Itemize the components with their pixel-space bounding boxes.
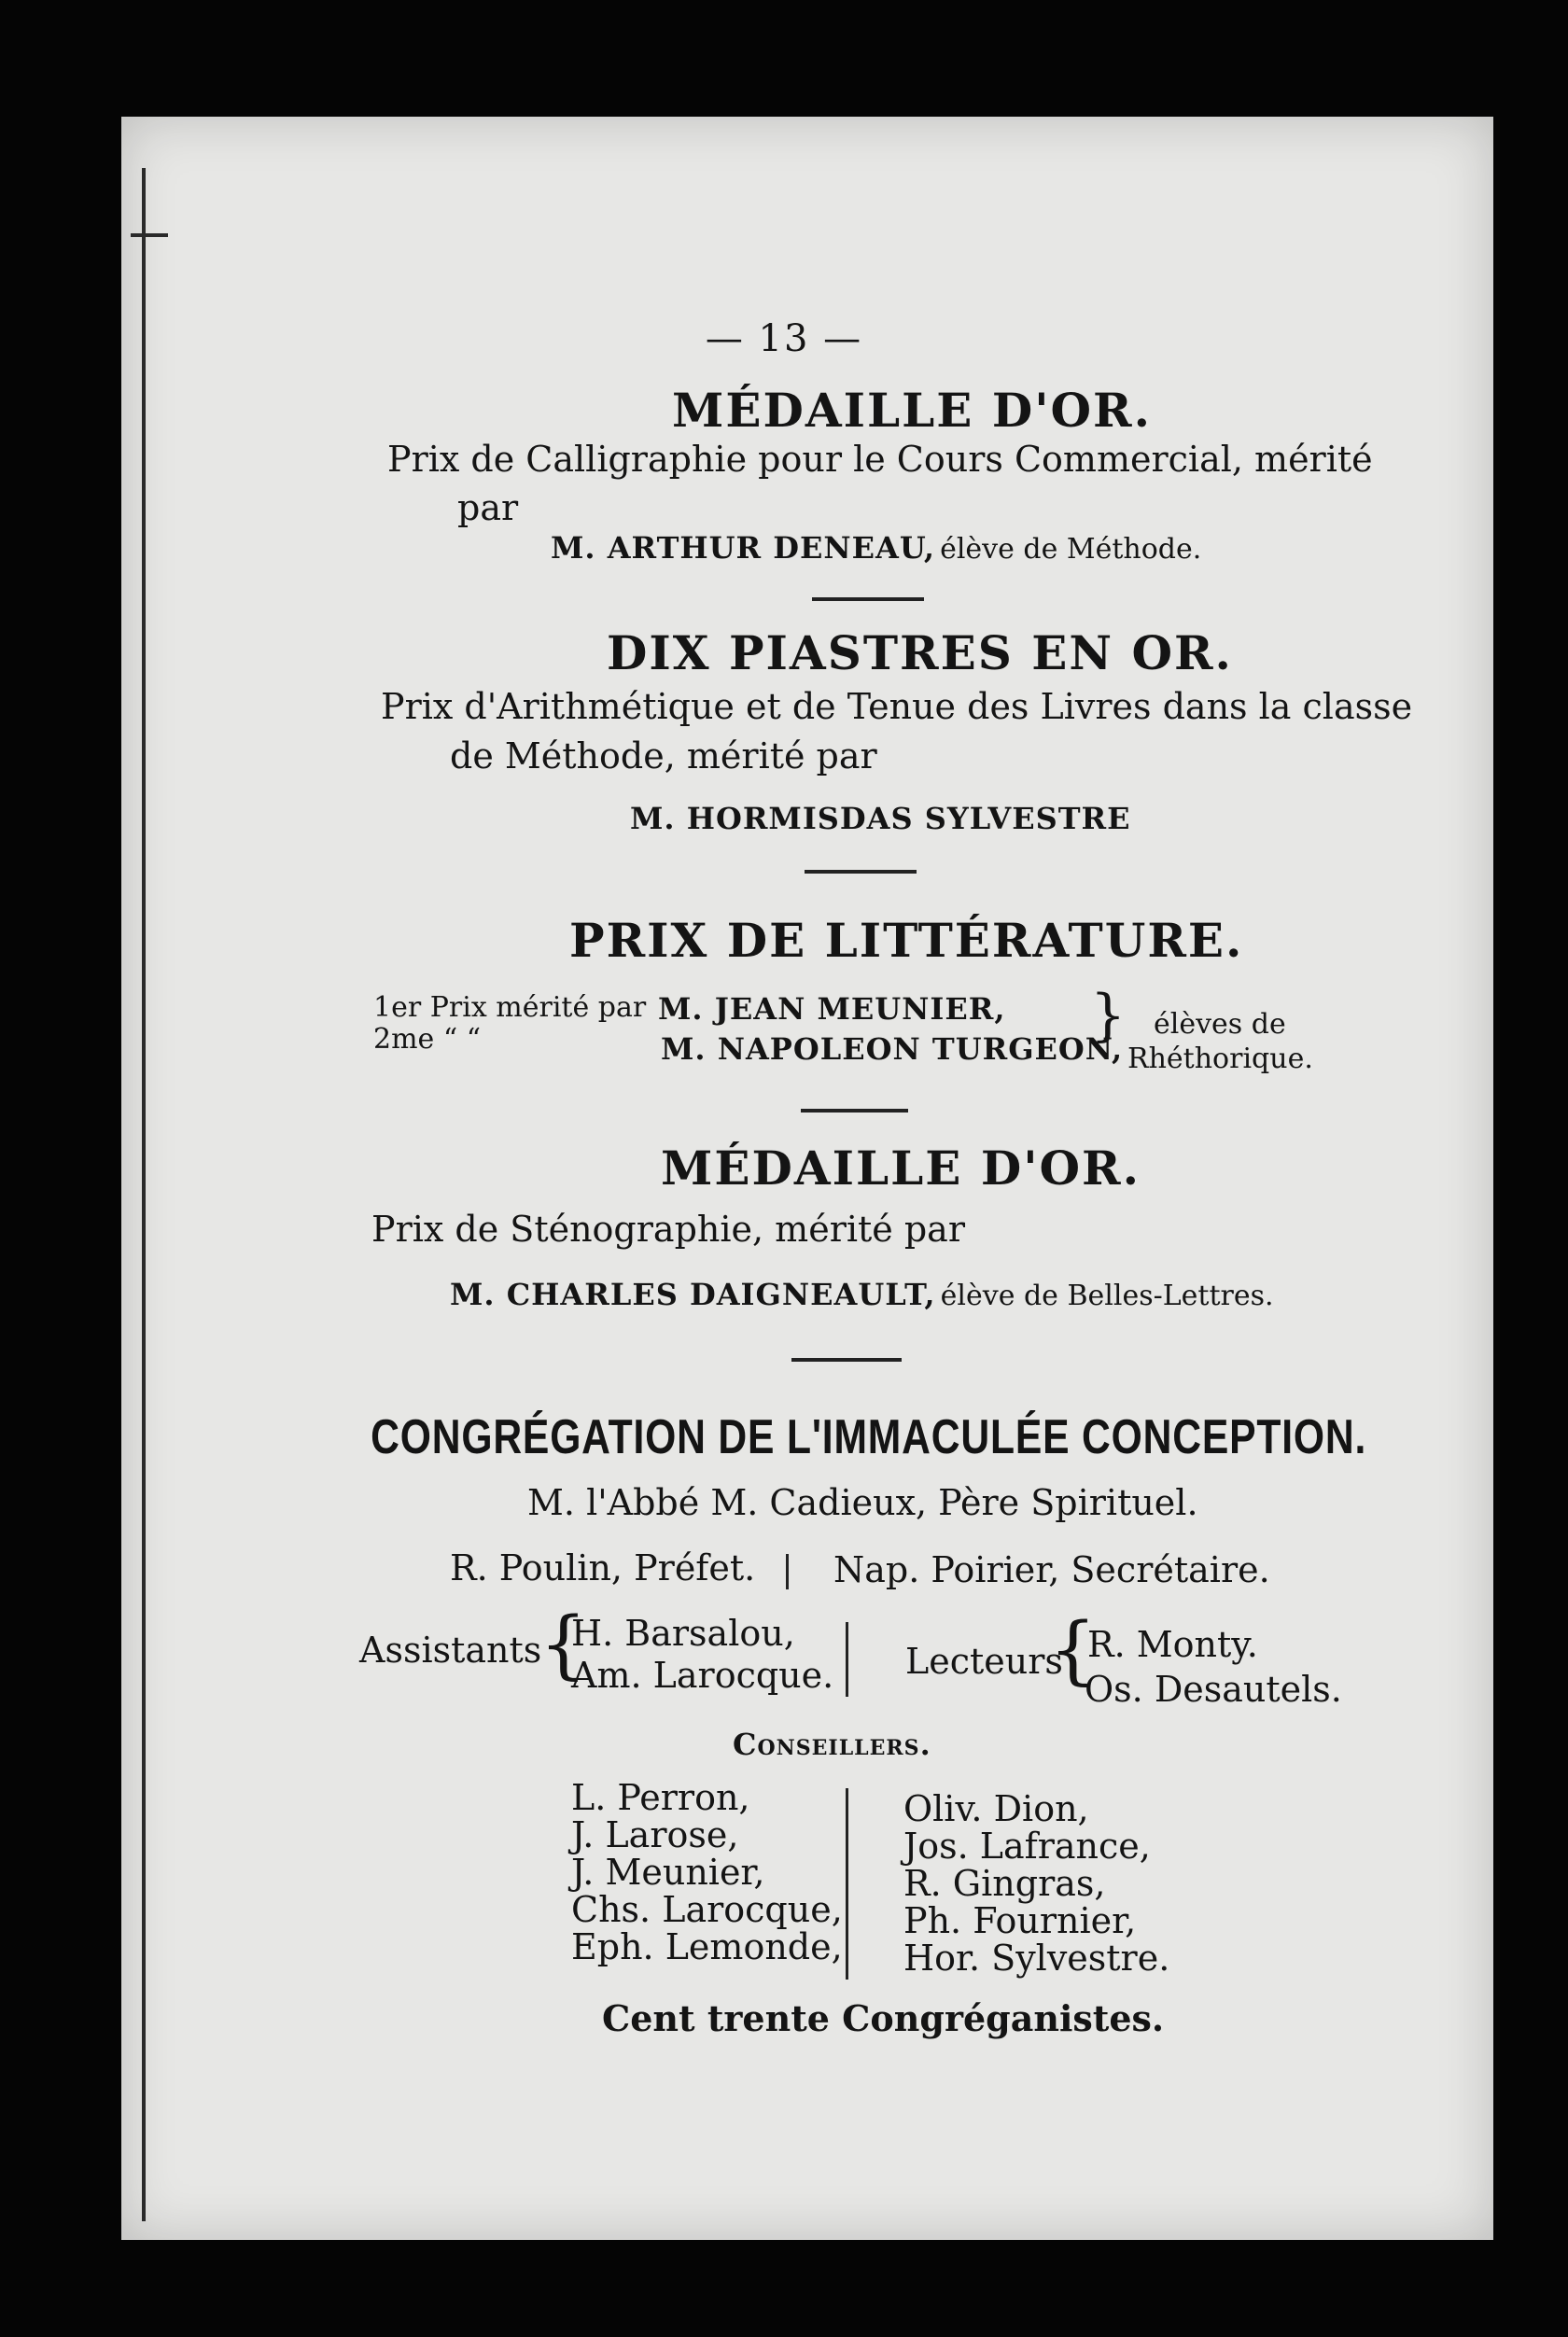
spiritual-father: M. l'Abbé M. Cadieux, Père Spirituel. xyxy=(527,1482,1198,1523)
separator-bar xyxy=(786,1554,789,1589)
prize-row-2-prefix: 2me “ “ xyxy=(373,1023,482,1056)
conseiller: Eph. Lemonde, xyxy=(571,1926,843,1967)
section-4-winner-class: élève de Belles-Lettres. xyxy=(940,1280,1274,1312)
secretary: Nap. Poirier, Secrétaire. xyxy=(833,1549,1270,1590)
separator-bar xyxy=(846,1622,848,1697)
assistant-2: Am. Larocque. xyxy=(571,1655,834,1696)
conseillers-label: Conseillers. xyxy=(733,1727,931,1762)
conseiller: Chs. Larocque, xyxy=(571,1889,843,1930)
section-4-heading: MÉDAILLE D'OR. xyxy=(661,1141,1141,1196)
section-divider xyxy=(791,1358,902,1362)
assistant-1: H. Barsalou, xyxy=(571,1613,795,1654)
brace-icon: } xyxy=(1090,983,1127,1048)
section-4-winner-name: M. CHARLES DAIGNEAULT, xyxy=(450,1277,936,1312)
separator-bar xyxy=(846,1788,848,1980)
lecteur-2: Os. Desautels. xyxy=(1085,1669,1342,1710)
prize-class-line2: Rhéthorique. xyxy=(1127,1043,1313,1075)
congregation-heading-wrap xyxy=(261,1409,1456,1465)
section-2-heading: DIX PIASTRES EN OR. xyxy=(607,625,1233,680)
margin-tick xyxy=(131,233,168,237)
section-4-text-line1: Prix de Sténographie, mérité par xyxy=(371,1209,965,1250)
section-1-heading: MÉDAILLE D'OR. xyxy=(672,383,1153,438)
section-divider xyxy=(801,1109,908,1113)
section-1-winner-name: M. ARTHUR DENEAU, xyxy=(551,530,935,566)
section-2-text-line2: de Méthode, mérité par xyxy=(450,735,877,777)
conseiller: R. Gingras, xyxy=(903,1863,1106,1904)
brace-icon: { xyxy=(539,1601,587,1687)
brace-icon: { xyxy=(1049,1606,1097,1693)
section-2-text-line1: Prix d'Arithmétique et de Tenue des Livres dans la classe xyxy=(381,686,1413,727)
section-1-winner xyxy=(551,530,1201,566)
conseiller: Hor. Sylvestre. xyxy=(903,1938,1170,1979)
section-1-text-line1: Prix de Calligraphie pour le Cours Commercial, mérité xyxy=(387,439,1373,480)
congregation-footer: Cent trente Congréganistes. xyxy=(602,1997,1165,2039)
conseiller: Ph. Fournier, xyxy=(903,1900,1137,1941)
congregation-heading: CONGRÉGATION DE L'IMMACULÉE CONCEPTION. xyxy=(371,1410,1367,1464)
prize-row-1-name: M. JEAN MEUNIER, xyxy=(658,991,1006,1027)
conseiller: J. Meunier, xyxy=(571,1852,765,1893)
section-divider xyxy=(812,597,924,601)
prize-class-line1: élèves de xyxy=(1154,1008,1286,1041)
section-4-winner xyxy=(450,1277,1274,1312)
conseiller: L. Perron, xyxy=(571,1777,750,1818)
prize-row-2-name: M. NAPOLEON TURGEON, xyxy=(661,1031,1124,1067)
section-1-winner-class: élève de Méthode. xyxy=(940,533,1202,566)
conseillers-left-column xyxy=(571,1779,843,1966)
conseillers-right-column xyxy=(903,1790,1169,1977)
section-3-heading: PRIX DE LITTÉRATURE. xyxy=(569,913,1244,968)
lecteurs-label: Lecteurs xyxy=(905,1641,1063,1682)
conseiller: J. Larose, xyxy=(571,1814,739,1855)
lecteur-1: R. Monty. xyxy=(1087,1624,1258,1665)
margin-stitch-line xyxy=(142,168,146,2221)
conseiller: Oliv. Dion, xyxy=(903,1788,1089,1829)
section-divider xyxy=(805,870,917,874)
prefect: R. Poulin, Préfet. xyxy=(450,1547,756,1588)
section-2-winner-name: M. HORMISDAS SYLVESTRE xyxy=(630,801,1131,836)
conseiller: Jos. Lafrance, xyxy=(903,1826,1151,1867)
prize-row-1-prefix: 1er Prix mérité par xyxy=(373,991,647,1024)
section-1-text-line2: par xyxy=(457,487,519,528)
assistants-label: Assistants xyxy=(359,1630,542,1671)
page-number: — 13 — xyxy=(705,317,863,360)
